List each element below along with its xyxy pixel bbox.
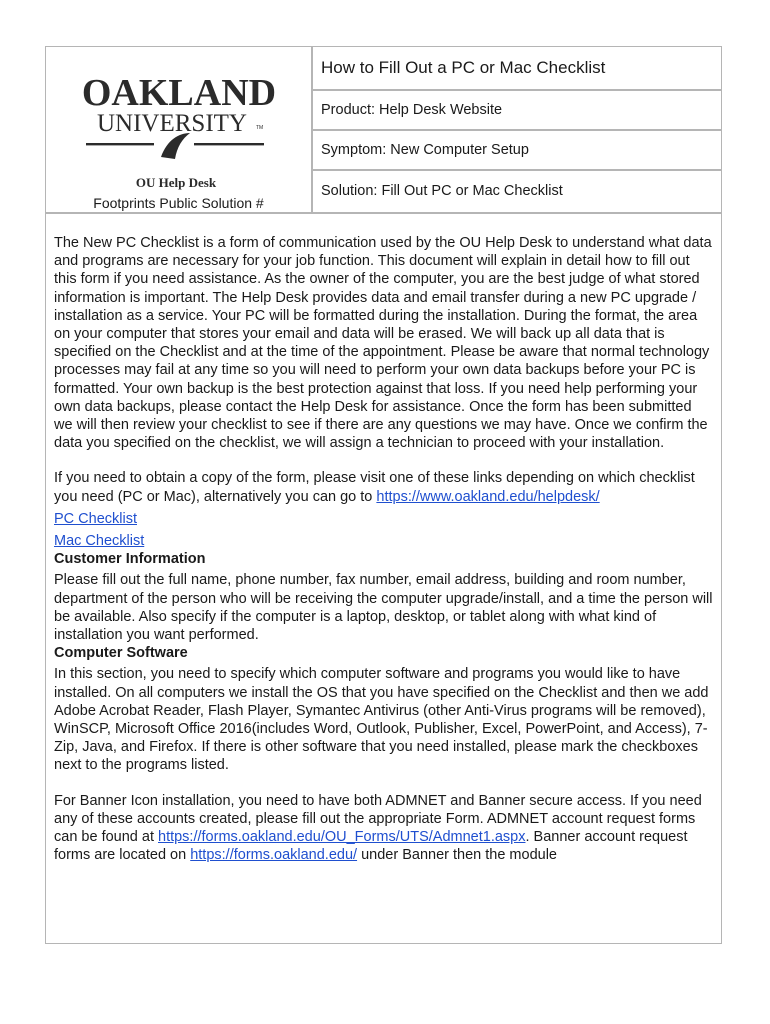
computer-software-paragraph: In this section, you need to specify which computer software and programs you would like to have installed. On all computers we install the OS that you have specified on the Checklist and then we add Adobe Acrobat Reader, Flash Player, Symantec Antivirus (other Anti-Virus programs will be removed), WinSCP, Microsoft Office 2016(includes Word, Outlook, Publisher, Excel, PowerPoint, and Access), 7-Zip, Java, and Firefox. If there is other software that you need installed, please mark the checkboxes next to the programs listed.: [54, 666, 709, 774]
logo-tm: TM: [256, 125, 264, 131]
logo-sub: UNIVERSITY: [97, 110, 247, 137]
pc-checklist-link[interactable]: PC Checklist: [54, 510, 137, 527]
banner-text-1: For Banner Icon installation, you need to have both ADMNET and Banner secure access. If you need any of these accounts created, please fill out the appropriate Form. ADMNET account request forms can be found at: [54, 792, 702, 846]
product-field: Product: Help Desk Website: [313, 91, 721, 131]
logo-rule-right: [194, 143, 264, 145]
admnet-form-link[interactable]: https://forms.oakland.edu/OU_Forms/UTS/Admnet1.aspx: [158, 829, 526, 846]
intro-paragraph: The New PC Checklist is a form of communication used by the OU Help Desk to understand what data and programs are necessary for your job function. This document will explain in detail how to fill out this form if you need assistance. As the owner of the computer, you are the best judge of what stored information is important. The Help Desk provides data and email transfer during a new PC upgrade / installation as a service. Your PC will be formatted during the installation. During the format, the area on your computer that stores your email and data will be erased. We will back up all data that is specified on the Checklist and at the time of the appointment. Please be aware that normal technology processes may fail at any time so you will need to perform your own data backups before your PC is formatted. Your own backup is the best protection against that loss. If you need help performing your own data backups, please contact the Help Desk for assistance. Once the form has been submitted we will then review your checklist to see if there are any questions we may have. Once we confirm the data you specified on the checklist, we will assign a technician to proceed with your installation.: [54, 235, 712, 452]
oakland-logo: [78, 67, 278, 197]
banner-paragraph: [54, 792, 714, 865]
forms-link[interactable]: https://forms.oakland.edu/: [190, 847, 358, 864]
logo-rule-left: [86, 143, 154, 145]
solution-field: Solution: Fill Out PC or Mac Checklist: [321, 183, 563, 199]
customer-info-heading: Customer Information: [54, 551, 206, 568]
computer-software-heading: Computer Software: [54, 645, 188, 662]
mac-checklist-link[interactable]: Mac Checklist: [54, 533, 145, 550]
form-links-paragraph: [54, 469, 714, 505]
document-page: [45, 46, 722, 944]
logo-dept: OU Help Desk: [135, 175, 217, 190]
form-links-text: If you need to obtain a copy of the form, please visit one of these links depending on which checklist you need (PC or Mac), alternatively you can go to: [54, 470, 695, 505]
logo-name: OAKLAND: [81, 72, 277, 114]
footprints-label: Footprints Public Solution #: [93, 195, 264, 211]
helpdesk-link[interactable]: https://www.oakland.edu/helpdesk/: [376, 488, 600, 505]
customer-info-paragraph: Please fill out the full name, phone number, fax number, email address, building and room number, department of the person who will be receiving the computer upgrade/install, and a time the person will be available. Also specify if the computer is a laptop, desktop, or tablet along with what kind of installation you want performed.: [54, 572, 713, 644]
logo-cell: [46, 47, 313, 212]
banner-text-3: under Banner then the module: [357, 847, 557, 864]
symptom-field: Symptom: New Computer Setup: [313, 131, 721, 171]
info-cells: [313, 47, 721, 212]
header-table: [46, 47, 721, 214]
page-title: How to Fill Out a PC or Mac Checklist: [313, 47, 721, 91]
banner-text-2: . Banner account request forms are located on: [54, 829, 688, 864]
body-content: [46, 214, 721, 865]
